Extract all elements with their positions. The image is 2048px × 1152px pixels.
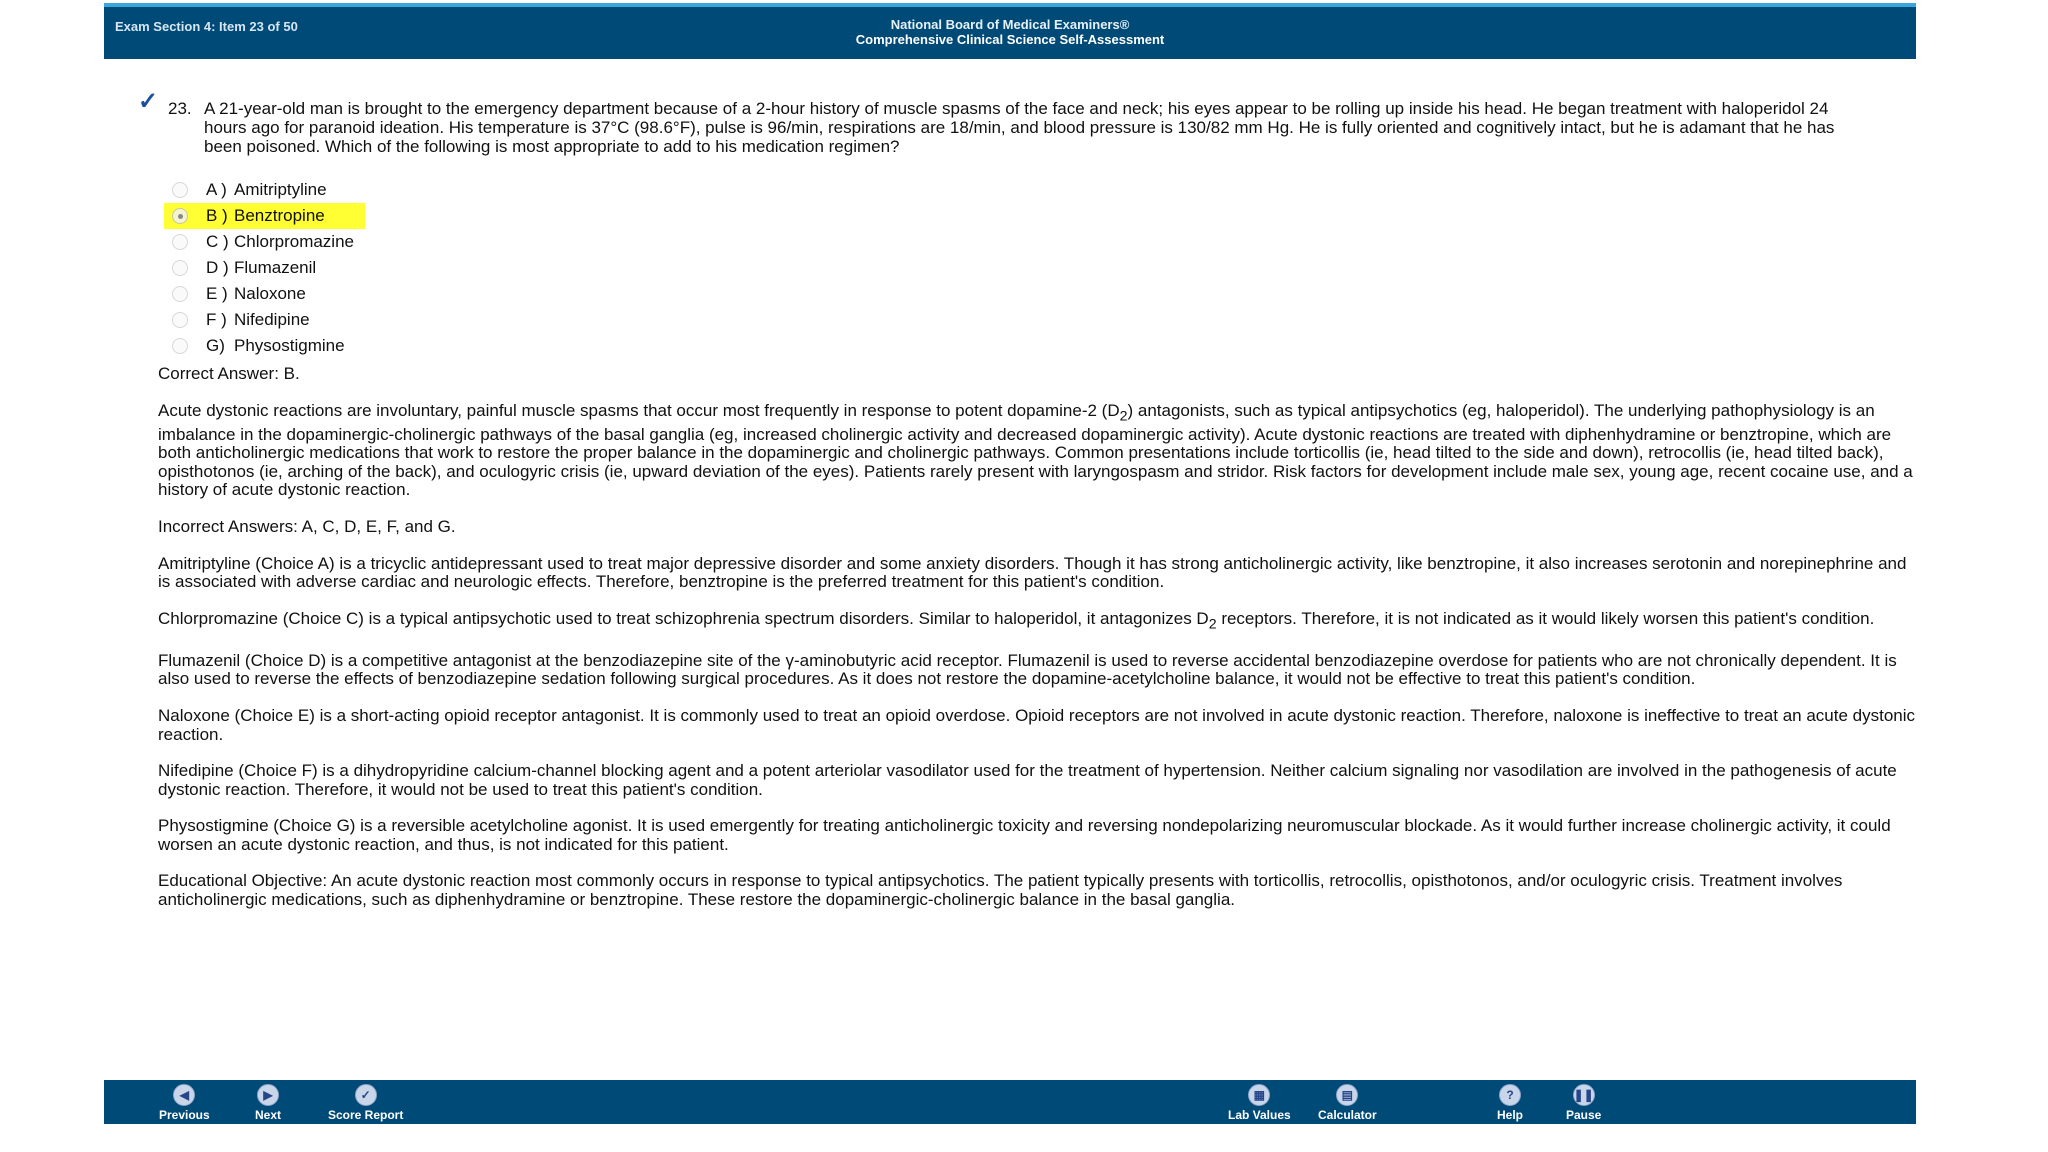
radio-button[interactable] — [172, 234, 188, 250]
explanation-chlorpromazine: Chlorpromazine (Choice C) is a typical antipsychotic used to treat schizophrenia spectrum disorders. Similar to haloperidol, it antagonizes $D_2$ receptors. Therefore, it is not indicated as it would likely worsen this patient's condition. — [158, 608, 1875, 633]
answer-choices — [164, 177, 564, 359]
explanation-flumazenil: Flumazenil (Choice D) is a competitive antagonist at the benzodiazepine site of the γ-aminobutyric acid receptor. Flumazenil is used to reverse accidental benzodiazepine overdose for patients who are not chronically dependent. It is also used to reverse the effects of benzodiazepine sedation following surgical procedures. As it does not restore the dopamine-acetylcholine balance, it would not be effective to treat this patient's condition. — [158, 650, 1897, 689]
pause-icon: ❚❚ — [1573, 1084, 1595, 1106]
explanation-naloxone: Naloxone (Choice E) is a short-acting opioid receptor antagonist. It is commonly used to treat an opioid overdose. Opioid receptors are not involved in acute dystonic reaction. Therefore, naloxone is ineffective to treat an acute dystonic reaction. — [158, 705, 1916, 744]
section-item-label: Exam Section 4: Item 23 of 50 — [115, 19, 298, 34]
answer-option-g[interactable] — [164, 333, 564, 359]
help-icon: ? — [1499, 1084, 1521, 1106]
answer-letter: C ) — [206, 232, 229, 251]
exam-header — [104, 3, 1916, 59]
explanation-physostigmine: Physostigmine (Choice G) is a reversible acetylcholine agonist. It is used emergently for treating anticholinergic toxicity and reversing nondepolarizing neuromuscular blockade. As it would further increase cholinergic activity, it could worsen an acute dystonic reaction, and thus, is not indicated for this patient. — [158, 816, 1891, 854]
question-text: A 21-year-old man is brought to the emergency department because of a 2-hour history of muscle spasms of the face and neck; his eyes appear to be rolling up inside his head. He began treatment with haloperidol 24 hours ago for paranoid ideation. His temperature is 37°C (98.6°F), pulse is 96/min, respirations are 18/min, and blood pressure is 130/82 mm Hg. He is fully oriented and cognitively intact, but he is adamant that he has been poisoned. Which of the following is most appropriate to add to his medication regimen? — [204, 99, 1835, 156]
radio-button[interactable] — [172, 338, 188, 354]
answer-text: Physostigmine — [234, 336, 345, 355]
help-button[interactable]: ? Help — [1497, 1084, 1523, 1122]
calculator-button[interactable]: ▤ Calculator — [1318, 1084, 1377, 1122]
answer-option-c[interactable] — [164, 229, 564, 255]
answer-option-f[interactable] — [164, 307, 564, 333]
answer-text: Benztropine — [234, 206, 325, 225]
answer-option-a[interactable] — [164, 177, 564, 203]
answer-option-e[interactable] — [164, 281, 564, 307]
question-content — [104, 59, 1916, 1079]
lab-values-button[interactable]: ▦ Lab Values — [1228, 1084, 1291, 1122]
explanation-main: Acute dystonic reactions are involuntary, painful muscle spasms that occur most frequently in response to potent dopamine-2 $(D_2)$ antagonists, such as typical antipsychotics (eg, haloperidol). The underlying pathophysiology is an imbalance in the dopaminergic-cholinergic pathways of the basal ganglia (eg, increased cholinergic activity and decreased dopaminergic activity). Acute dystonic reactions are treated with diphenhydramine or benztropine, which are both anticholinergic medications that work to restore the proper balance in the dopaminergic and cholinergic pathways. Common presentations include torticollis (ie, head tilted to the side and down), retrocollis (ie, head tilted back), opisthotonos (ie, arching of the back), and oculogyric crisis (ie, upward deviation of the eyes). Patients rarely present with laryngospasm and stridor. Risk factors for development include male sex, young age, recent cocaine use, and a history of acute dystonic reaction. — [158, 400, 1913, 500]
answer-text: Nifedipine — [234, 310, 310, 329]
answer-letter: D ) — [206, 258, 229, 277]
question-stem — [168, 99, 1868, 156]
answer-text: Flumazenil — [234, 258, 317, 277]
answer-text: Amitriptyline — [234, 180, 327, 199]
answer-explanation — [158, 365, 1918, 928]
answer-option-b[interactable] — [164, 203, 365, 229]
explanation-amitriptyline: Amitriptyline (Choice A) is a tricyclic antidepressant used to treat major depressive disorder and some anxiety disorders. Though it has strong anticholinergic activity, like benztropine, it also increases serotonin and norepinephrine and is associated with adverse cardiac and neurologic effects. Therefore, benztropine is the preferred treatment for this patient's condition. — [158, 553, 1907, 592]
arrow-right-icon: ▶ — [257, 1084, 279, 1106]
score-report-button[interactable]: ✓ Score Report — [328, 1084, 403, 1122]
answer-letter: A ) — [206, 180, 227, 199]
educational-objective: Educational Objective: An acute dystonic reaction most commonly occurs in response to typical antipsychotics. The patient typically presents with torticollis, retrocollis, opisthotonos, and/or oculogyric crisis. Treatment involves anticholinergic medications, such as diphenhydramine or benztropine. These restore the dopaminergic-cholinergic balance in the basal ganglia. — [158, 871, 1843, 910]
checkmark-icon: ✓ — [355, 1084, 377, 1106]
answer-letter: E ) — [206, 284, 228, 303]
question-number: 23. — [168, 99, 192, 118]
arrow-left-icon: ◀ — [173, 1084, 195, 1106]
header-title — [104, 17, 1916, 47]
answer-letter: B ) — [206, 206, 228, 225]
lab-values-icon: ▦ — [1248, 1084, 1270, 1106]
radio-button[interactable] — [172, 260, 188, 276]
calculator-icon: ▤ — [1336, 1084, 1358, 1106]
answer-text: Naloxone — [234, 284, 306, 303]
correct-answer: Correct Answer: B. — [158, 364, 300, 383]
radio-button-selected[interactable] — [172, 208, 188, 224]
answer-letter: G) — [206, 336, 225, 355]
radio-button[interactable] — [172, 312, 188, 328]
incorrect-answers: Incorrect Answers: A, C, D, E, F, and G. — [158, 516, 456, 536]
checkmark-icon: ✓ — [138, 88, 159, 115]
pause-button[interactable]: ❚❚ Pause — [1566, 1084, 1601, 1122]
answer-letter: F ) — [206, 310, 227, 329]
previous-button[interactable]: ◀ Previous — [159, 1084, 210, 1122]
radio-button[interactable] — [172, 286, 188, 302]
exam-title: Comprehensive Clinical Science Self-Assessment — [855, 32, 1165, 47]
answer-option-d[interactable] — [164, 255, 564, 281]
navigation-toolbar — [104, 1080, 1916, 1124]
radio-button[interactable] — [172, 182, 188, 198]
explanation-nifedipine: Nifedipine (Choice F) is a dihydropyridine calcium-channel blocking agent and a potent arteriolar vasodilator used for the treatment of hypertension. Neither calcium signaling nor vasodilation are involved in the pathogenesis of acute dystonic reaction. Therefore, it would not be used to treat this patient's condition. — [158, 761, 1897, 799]
answer-text: Chlorpromazine — [234, 232, 354, 251]
next-button[interactable]: ▶ Next — [255, 1084, 281, 1122]
org-title: National Board of Medical Examiners® — [890, 17, 1130, 32]
